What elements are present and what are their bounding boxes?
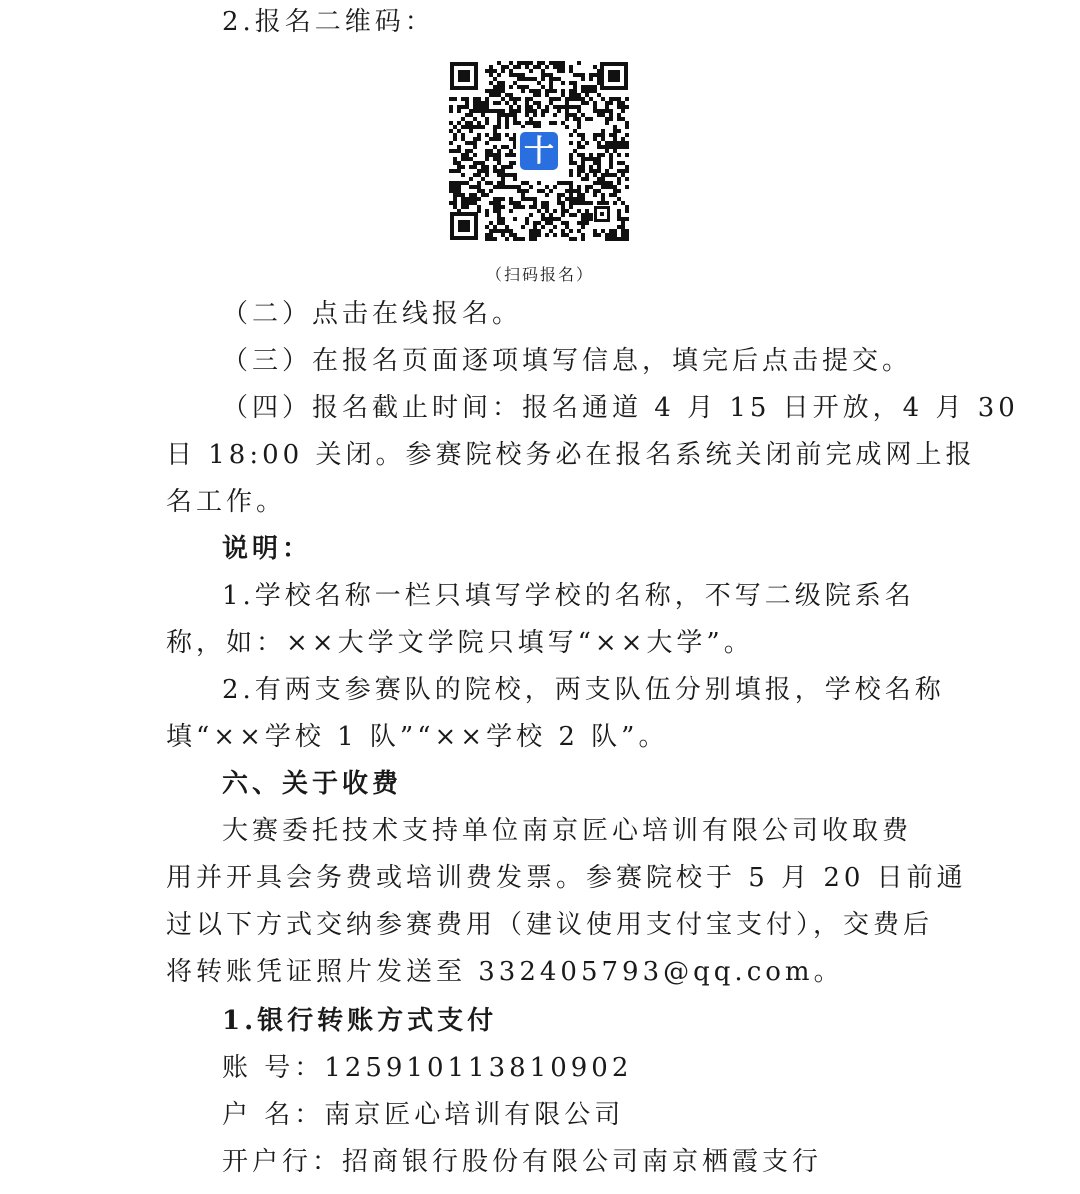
bank-value: 招商银行股份有限公司南京栖霞支行	[342, 1147, 823, 1177]
step-2: （二）点击在线报名。	[222, 299, 523, 329]
step-4-line-2: 日 18:00 关闭。参赛院校务必在报名系统关闭前完成网上报	[166, 440, 976, 470]
account-value: 125910113810902	[324, 1053, 633, 1083]
fee-line-4: 将转账凭证照片发送至 332405793@qq.com。	[166, 957, 844, 987]
bank-label: 开户行：	[222, 1147, 343, 1177]
holder-value: 南京匠心培训有限公司	[324, 1100, 625, 1130]
qr-finder-top-left	[450, 62, 478, 90]
qr-alignment-pattern	[594, 206, 610, 222]
step-4-line-1: （四）报名截止时间：报名通道 4 月 15 日开放，4 月 30	[222, 393, 1019, 423]
account-label: 账 号：	[222, 1053, 325, 1083]
fee-line-2: 用并开具会务费或培训费发票。参赛院校于 5 月 20 日前通	[166, 863, 967, 893]
registration-qr-code[interactable]	[448, 60, 630, 242]
qr-logo-glyph: 十	[524, 134, 554, 169]
note-2-line-1: 2.有两支参赛队的院校，两支队伍分别填报，学校名称	[222, 675, 945, 705]
holder-row	[222, 1099, 624, 1131]
qr-logo-icon	[516, 128, 562, 174]
note-2-line-2: 填“××学校 1 队”“××学校 2 队”。	[166, 722, 669, 752]
qr-finder-bottom-left	[450, 212, 478, 240]
qr-finder-top-right	[600, 62, 628, 90]
qr-heading: 2.报名二维码：	[222, 7, 435, 37]
step-4-line-3: 名工作。	[166, 487, 287, 517]
holder-label: 户 名：	[222, 1100, 325, 1130]
fee-line-3: 过以下方式交纳参赛费用（建议使用支付宝支付），交费后	[166, 910, 934, 940]
bank-transfer-title: 1.银行转账方式支付	[222, 1006, 498, 1036]
note-1-line-1: 1.学校名称一栏只填写学校的名称，不写二级院系名	[222, 581, 915, 611]
step-3: （三）在报名页面逐项填写信息，填完后点击提交。	[222, 346, 913, 376]
note-title: 说明：	[222, 534, 313, 564]
note-1-line-2: 称，如：××大学文学院只填写“××大学”。	[166, 628, 754, 658]
section-6-title: 六、关于收费	[222, 769, 403, 799]
fee-line-1: 大赛委托技术支持单位南京匠心培训有限公司收取费	[222, 816, 913, 846]
qr-code-image	[448, 60, 630, 242]
bank-row	[222, 1146, 822, 1178]
qr-caption: （扫码报名）	[485, 265, 594, 284]
account-row	[222, 1052, 632, 1084]
